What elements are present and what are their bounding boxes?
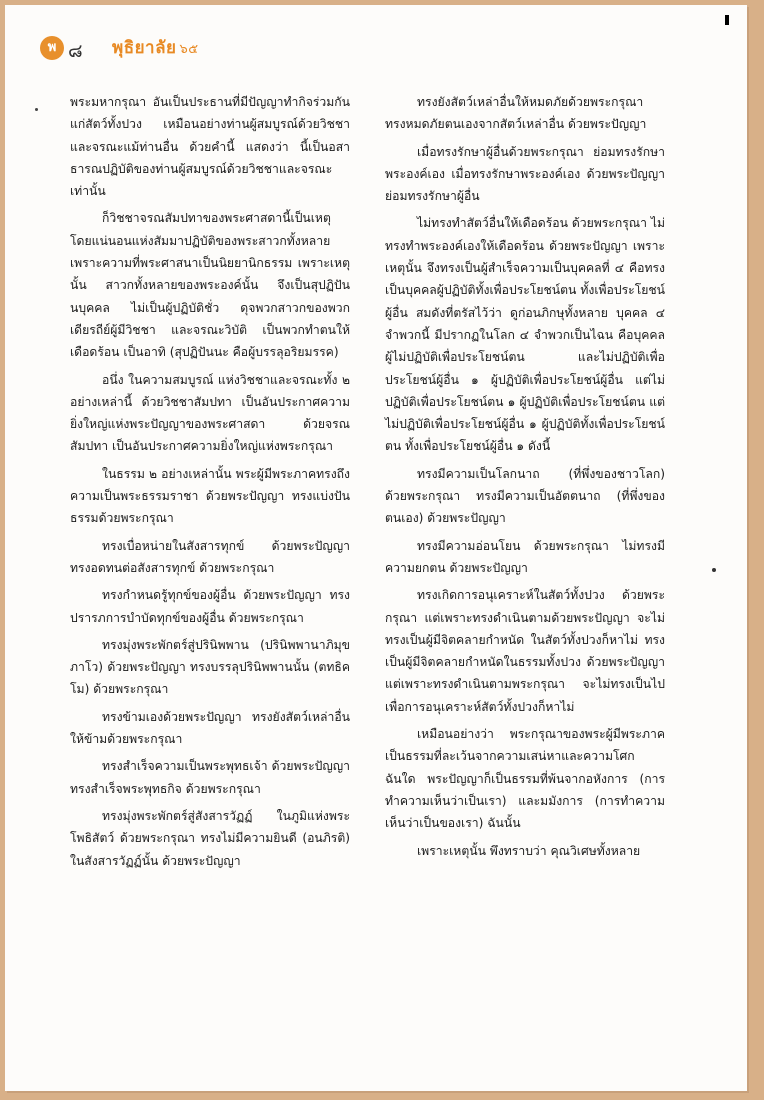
page-header <box>40 34 340 64</box>
paragraph: ทรงมีความอ่อนโยน ด้วยพระกรุณา ไม่ทรงมีความยกตน ด้วยพระปัญญา <box>385 538 665 575</box>
paragraph: ทรงสำเร็จความเป็นพระพุทธเจ้า ด้วยพระปัญญา ทรงสำเร็จพระพุทธกิจ ด้วยพระกรุณา <box>70 759 350 796</box>
crop-mark <box>725 15 729 25</box>
paragraph: ทรงกำหนดรู้ทุกข์ของผู้อื่น ด้วยพระปัญญา ทรงปรารภการบำบัดทุกข์ของผู้อื่น ด้วยพระกรุณา <box>70 588 350 625</box>
paragraph: ทรงมีความเป็นโลกนาถ (ที่พึ่งของชาวโลก) ด้วยพระกรุณา ทรงมีความเป็นอัตตนาถ (ที่พึ่งของตนเอง) ด้วยพระปัญญา <box>385 466 665 526</box>
paragraph: ไม่ทรงทำสัตว์อื่นให้เดือดร้อน ด้วยพระกรุณา ไม่ทรงทำพระองค์เองให้เดือดร้อน ด้วยพระปัญญา เพราะเหตุนั้น จึงทรงเป็นผู้สำเร็จความเป็นบุคคลที่ ๔ คือทรงเป็นบุคคลผู้ปฏิบัติทั้งเพื่อประโยชน์ตน ทั้งเพื่อประโยชน์ผู้อื่น สมดังที่ตรัสไว้ว่า ดูก่อนภิกษุทั้งหลาย บุคคล ๔ จำพวกนี้ มีปรากฏในโลก ๔ จำพวกเป็นไฉน คือบุคคลผู้ไม่ปฏิบัติเพื่อประโยชน์ตน และไม่ปฏิบัติเพื่อประโยชน์ผู้อื่น ๑ ผู้ปฏิบัติเพื่อประโยชน์ผู้อื่น แต่ไม่ปฏิบัติเพื่อประโยชน์ตน ๑ ผู้ปฏิบัติเพื่อประโยชน์ตน แต่ไม่ปฏิบัติเพื่อประโยชน์ผู้อื่น ๑ ผู้ปฏิบัติทั้งเพื่อประโยชน์ตน ทั้งเพื่อประโยชน์ผู้อื่น ๑ ดังนี้ <box>385 216 665 454</box>
publication-suffix: ๖๕ <box>179 42 199 57</box>
paragraph: ทรงยังสัตว์เหล่าอื่นให้หมดภัยด้วยพระกรุณา ทรงหมดภัยตนเองจากสัตว์เหล่าอื่น ด้วยพระปัญญา <box>385 95 647 132</box>
publisher-logo-icon: พ <box>40 36 64 60</box>
page-number: ๘ <box>68 40 83 62</box>
paragraph: พระมหากรุณา อันเป็นประธานที่มีปัญญาทำกิจร่วมกันแก่สัตว์ทั้งปวง เหมือนอย่างท่านผู้สมบูรณ์ด้วยวิชชาและจรณะแม้ท่านอื่น ด้วยคำนี้ แสดงว่า นี้เป็นอสาธารณปฏิบัติของท่านผู้สมบูรณ์ด้วยวิชชาและจรณะเท่านั้น <box>70 95 350 199</box>
paragraph: ทรงเกิดการอนุเคราะห์ในสัตว์ทั้งปวง ด้วยพระกรุณา แต่เพราะทรงดำเนินตามด้วยพระปัญญา จะไม่ทรงเป็นผู้มีจิตคลายกำหนัด ในสัตว์ทั้งปวงก็หาไม่ ทรงเป็นผู้มีจิตคลายกำหนัดในธรรมทั้งปวง ด้วยพระปัญญา แต่เพราะทรงดำเนินตามพระกรุณา จะไม่ทรงเป็นไป เพื่อการอนุเคราะห์สัตว์ทั้งปวงก็หาไม่ <box>385 588 665 714</box>
paragraph: เหมือนอย่างว่า พระกรุณาของพระผู้มีพระภาคเป็นธรรมที่ละเว้นจากความเสน่หาและความโศกฉันใด พระปัญญาก็เป็นธรรมที่พ้นจากอหังการ (การทำความเห็นว่าเป็นเรา) และมมังการ (การทำความเห็นว่าเป็นของเรา) ฉันนั้น <box>385 727 665 831</box>
paragraph: ในธรรม ๒ อย่างเหล่านั้น พระผู้มีพระภาคทรงถึงความเป็นพระธรรมราชา ด้วยพระปัญญา ทรงแบ่งปันธรรมด้วยพระกรุณา <box>70 466 350 526</box>
paragraph: เพราะเหตุนั้น พึงทราบว่า คุณวิเศษทั้งหลาย <box>417 843 641 858</box>
scan-speck <box>35 108 38 111</box>
paragraph: ทรงเบื่อหน่ายในสังสารทุกข์ ด้วยพระปัญญา ทรงอดทนต่อสังสารทุกข์ ด้วยพระกรุณา <box>70 538 350 575</box>
paragraph: ก็วิชชาจรณสัมปทาของพระศาสดานี้เป็นเหตุโดยแน่นอนแห่งสัมมาปฏิบัติของพระสาวกทั้งหลาย เพราะความที่พระศาสนาเป็นนิยยานิกธรรม เพราะเหตุนั้น สาวกทั้งหลายของพระองค์นั้น จึงเป็นสุปฏิปันนบุคคล ไม่เป็นผู้ปฏิบัติชั่ว ดุจพวกสาวกของพวกเดียรถีย์ผู้มีวิชชา และจรณะวิบัติ เป็นพวกทำตนให้เดือดร้อน เป็นอาทิ (สุปฏิปันนะ คือผู้บรรลุอริยมรรค) <box>70 211 350 360</box>
scan-speck <box>712 568 716 572</box>
publication-title <box>112 34 199 61</box>
paragraph: ทรงมุ่งพระพักตร์สู่ปรินิพพาน (ปรินิพพานาภิมุขภาโว) ด้วยพระปัญญา ทรงบรรลุปรินิพพานนั้น (ตทธิคโม) ด้วยพระกรุณา <box>70 637 350 697</box>
publication-name: พุธิยาลัย <box>112 38 177 58</box>
paragraph: เมื่อทรงรักษาผู้อื่นด้วยพระกรุณา ย่อมทรงรักษาพระองค์เอง เมื่อทรงรักษาพระองค์เอง ด้วยพระปัญญา ย่อมทรงรักษาผู้อื่น <box>385 144 665 204</box>
paragraph: ทรงมุ่งพระพักตร์สู่สังสารวัฏฏ์ ในภูมิแห่งพระโพธิสัตว์ ด้วยพระกรุณา ทรงไม่มีความยินดี (อนภิรติ) ในสังสารวัฏฏ์นั้น ด้วยพระปัญญา <box>70 808 350 868</box>
left-column <box>70 91 350 877</box>
paragraph: ทรงข้ามเองด้วยพระปัญญา ทรงยังสัตว์เหล่าอื่นให้ข้ามด้วยพระกรุณา <box>70 709 350 747</box>
right-column <box>385 91 665 867</box>
paragraph: อนึ่ง ในความสมบูรณ์ แห่งวิชชาและจรณะทั้ง ๒ อย่างเหล่านี้ ด้วยวิชชาสัมปทา เป็นอันประกาศความยิ่งใหญ่แห่งพระปัญญาของพระศาสดา ด้วยจรณสัมปทา เป็นอันประกาศความยิ่งใหญ่แห่งพระกรุณา <box>70 372 350 454</box>
